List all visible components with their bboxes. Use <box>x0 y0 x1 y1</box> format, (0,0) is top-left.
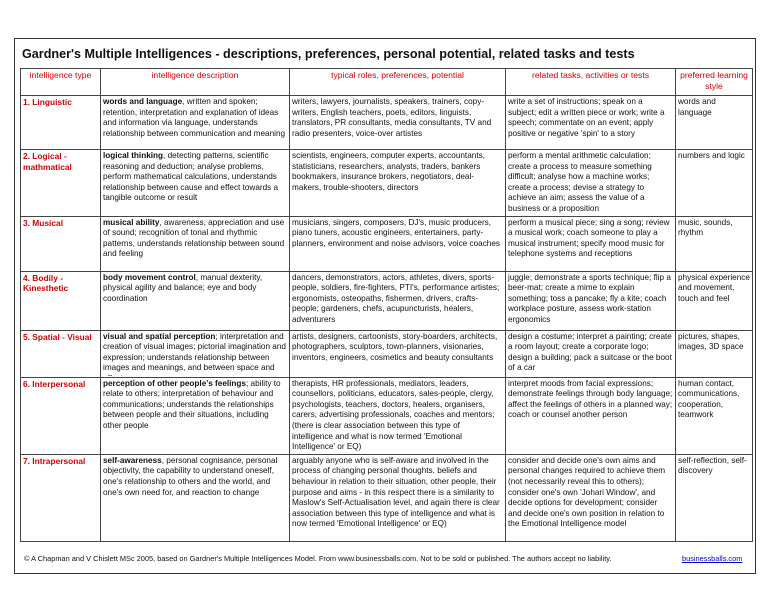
related-tasks: consider and decide one's own aims and personal changes required to achieve them (not necessarily reveal this to others); consider one's own 'Johari Window', and decide options for development; consider and decide one's own position in relation to the Emotional Intelligence model <box>506 454 676 541</box>
table-header-row <box>21 69 753 96</box>
learning-style: words and language <box>676 96 753 150</box>
intelligence-description <box>101 330 290 377</box>
related-tasks: perform a musical piece; sing a song; review a musical work; coach someone to play a musical instrument; specify mood music for telephone systems and receptions <box>506 216 676 271</box>
header-style: preferred learning style <box>676 69 753 96</box>
description-text: , awareness, appreciation and use of sound; recognition of tonal and rhythmic patterns, understands relationship between sound and feeling <box>103 217 285 259</box>
learning-style: music, sounds, rhythm <box>676 216 753 271</box>
table-row <box>21 377 753 454</box>
description-key: visual and spatial perception <box>103 331 216 341</box>
intelligence-description <box>101 377 290 454</box>
related-tasks: interpret moods from facial expressions; demonstrate feelings through body language; affect the feelings of others in a planned way; coach or counsel another person <box>506 377 676 454</box>
header-type: intelligence type <box>21 69 101 96</box>
related-tasks: write a set of instructions; speak on a subject; edit a written piece or work; write a speech; commentate on an event; apply positive or negative 'spin' to a story <box>506 96 676 150</box>
intelligence-type: 4. Bodily - Kinesthetic <box>21 271 101 330</box>
description-key: self-awareness <box>103 455 162 465</box>
header-description: intelligence description <box>101 69 290 96</box>
description-key: perception of other people's feelings <box>103 378 246 388</box>
header-roles: typical roles, preferences, potential <box>290 69 506 96</box>
learning-style: physical experience and movement, touch and feel <box>676 271 753 330</box>
description-text: , personal cognisance, personal objectivity, the capability to understand oneself, one's relationship to others and the world, and one's own need for, and reaction to change <box>103 455 278 497</box>
description-text: , written and spoken; retention, interpretation and explanation of ideas and information via language, understands relationship between communication and meaning <box>103 97 286 138</box>
table-row <box>21 454 753 541</box>
learning-style: pictures, shapes, images, 3D space <box>676 330 753 377</box>
intelligence-description <box>101 216 290 271</box>
related-tasks: juggle; demonstrate a sports technique; flip a beer-mat; create a mime to explain something; toss a pancake; fly a kite; coach workplace posture, assess work-station ergonomics <box>506 271 676 330</box>
description-key: logical thinking <box>103 151 164 160</box>
intelligence-type: 5. Spatial - Visual <box>21 330 101 377</box>
intelligence-type: 6. Interpersonal <box>21 377 101 454</box>
intelligence-type: 7. Intrapersonal <box>21 454 101 541</box>
learning-style: human contact, communications, cooperation, teamwork <box>676 377 753 454</box>
page-title: Gardner's Multiple Intelligences - descriptions, preferences, personal potential, related tasks and tests <box>22 47 635 61</box>
related-tasks: perform a mental arithmetic calculation; create a process to measure something difficult; analyse how a machine works; create a process; devise a strategy to achieve an aim; assess the value of a business or a proposition <box>506 150 676 217</box>
learning-style: self-reflection, self-discovery <box>676 454 753 541</box>
related-tasks: design a costume; interpret a painting; create a room layout; create a corporate logo; design a building; pack a suitcase or the boot of a car <box>506 330 676 377</box>
description-text: ; ability to relate to others; interpretation of behaviour and communications; understands the relationships between people and their situations, including other people <box>103 378 281 430</box>
intelligence-description <box>101 454 290 541</box>
description-text: , manual dexterity, physical agility and balance; eye and body coordination <box>103 272 263 303</box>
learning-style: numbers and logic <box>676 150 753 217</box>
intelligence-description <box>101 96 290 150</box>
copyright-footer: © A Chapman and V Chislett MSc 2005, based on Gardner's Multiple Intelligences Model. From www.businessballs.com. Not to be sold or published. The authors accept no liability. <box>24 554 612 563</box>
header-tasks: related tasks, activities or tests <box>506 69 676 96</box>
intelligence-type: 2. Logical - mathmatical <box>21 150 101 217</box>
intelligence-description <box>101 150 290 217</box>
intelligence-description <box>101 271 290 330</box>
description-key: musical ability <box>103 217 160 227</box>
description-key: body movement control <box>103 272 196 282</box>
intelligences-table <box>20 68 753 542</box>
typical-roles: writers, lawyers, journalists, speakers, trainers, copy-writers, English teachers, poets, editors, linguists, translators, PR consultants, media consultants, TV and radio presenters, voice-over artistes <box>290 96 506 150</box>
typical-roles: artists, designers, cartoonists, story-boarders, architects, photographers, sculptors, town-planners, visionaries, inventors, engineers, cosmetics and beauty consultants <box>290 330 506 377</box>
typical-roles: therapists, HR professionals, mediators, leaders, counsellors, politicians, educators, sales-people, clergy, psychologists, teachers, doctors, healers, organisers, carers, advertising professionals, coaches and mentors; (there is clear association between this type of intelligence and what is now termed 'Emotional Intelligence' or EQ) <box>290 377 506 454</box>
description-text: ; interpretation and creation of visual images; pictorial imagination and expression; understands relationship between images and meanings, and between space and <box>103 331 286 373</box>
typical-roles: dancers, demonstrators, actors, athletes, divers, sports-people, soldiers, fire-fighters, PTI's, performance artistes; ergonomists, osteopaths, fishermen, drivers, crafts-people; gardeners, chefs, acupuncturists, healers, adventurers <box>290 271 506 330</box>
intelligence-type: 1. Linguistic <box>21 96 101 150</box>
businessballs-link[interactable]: businessballs.com <box>682 554 743 563</box>
typical-roles: arguably anyone who is self-aware and involved in the process of changing personal thoughts, beliefs and behaviour in relation to their situation, other people, their purpose and aims - in this respect there is a similarity to Maslow's Self-Actualisation level, and again there is clear association between this type of intelligence and what is now termed 'Emotional Intelligence' or EQ) <box>290 454 506 541</box>
description-key: words and language <box>103 97 183 106</box>
table-row <box>21 330 753 377</box>
typical-roles: musicians, singers, composers, DJ's, music producers, piano tuners, acoustic engineers, entertainers, party-planners, environment and noise advisors, voice coaches <box>290 216 506 271</box>
table-row <box>21 96 753 150</box>
table-row <box>21 150 753 217</box>
table-row <box>21 216 753 271</box>
description-text: , detecting patterns, scientific reasoning and deduction; analyse problems, perform mathematical calculations, understands relationship between cause and effect towards a tangible outcome or result <box>103 151 279 203</box>
table-row <box>21 271 753 330</box>
intelligence-type: 3. Musical <box>21 216 101 271</box>
typical-roles: scientists, engineers, computer experts, accountants, statisticians, researchers, analysts, traders, bankers bookmakers, insurance brokers, negotiators, deal-makers, trouble-shooters, directors <box>290 150 506 217</box>
